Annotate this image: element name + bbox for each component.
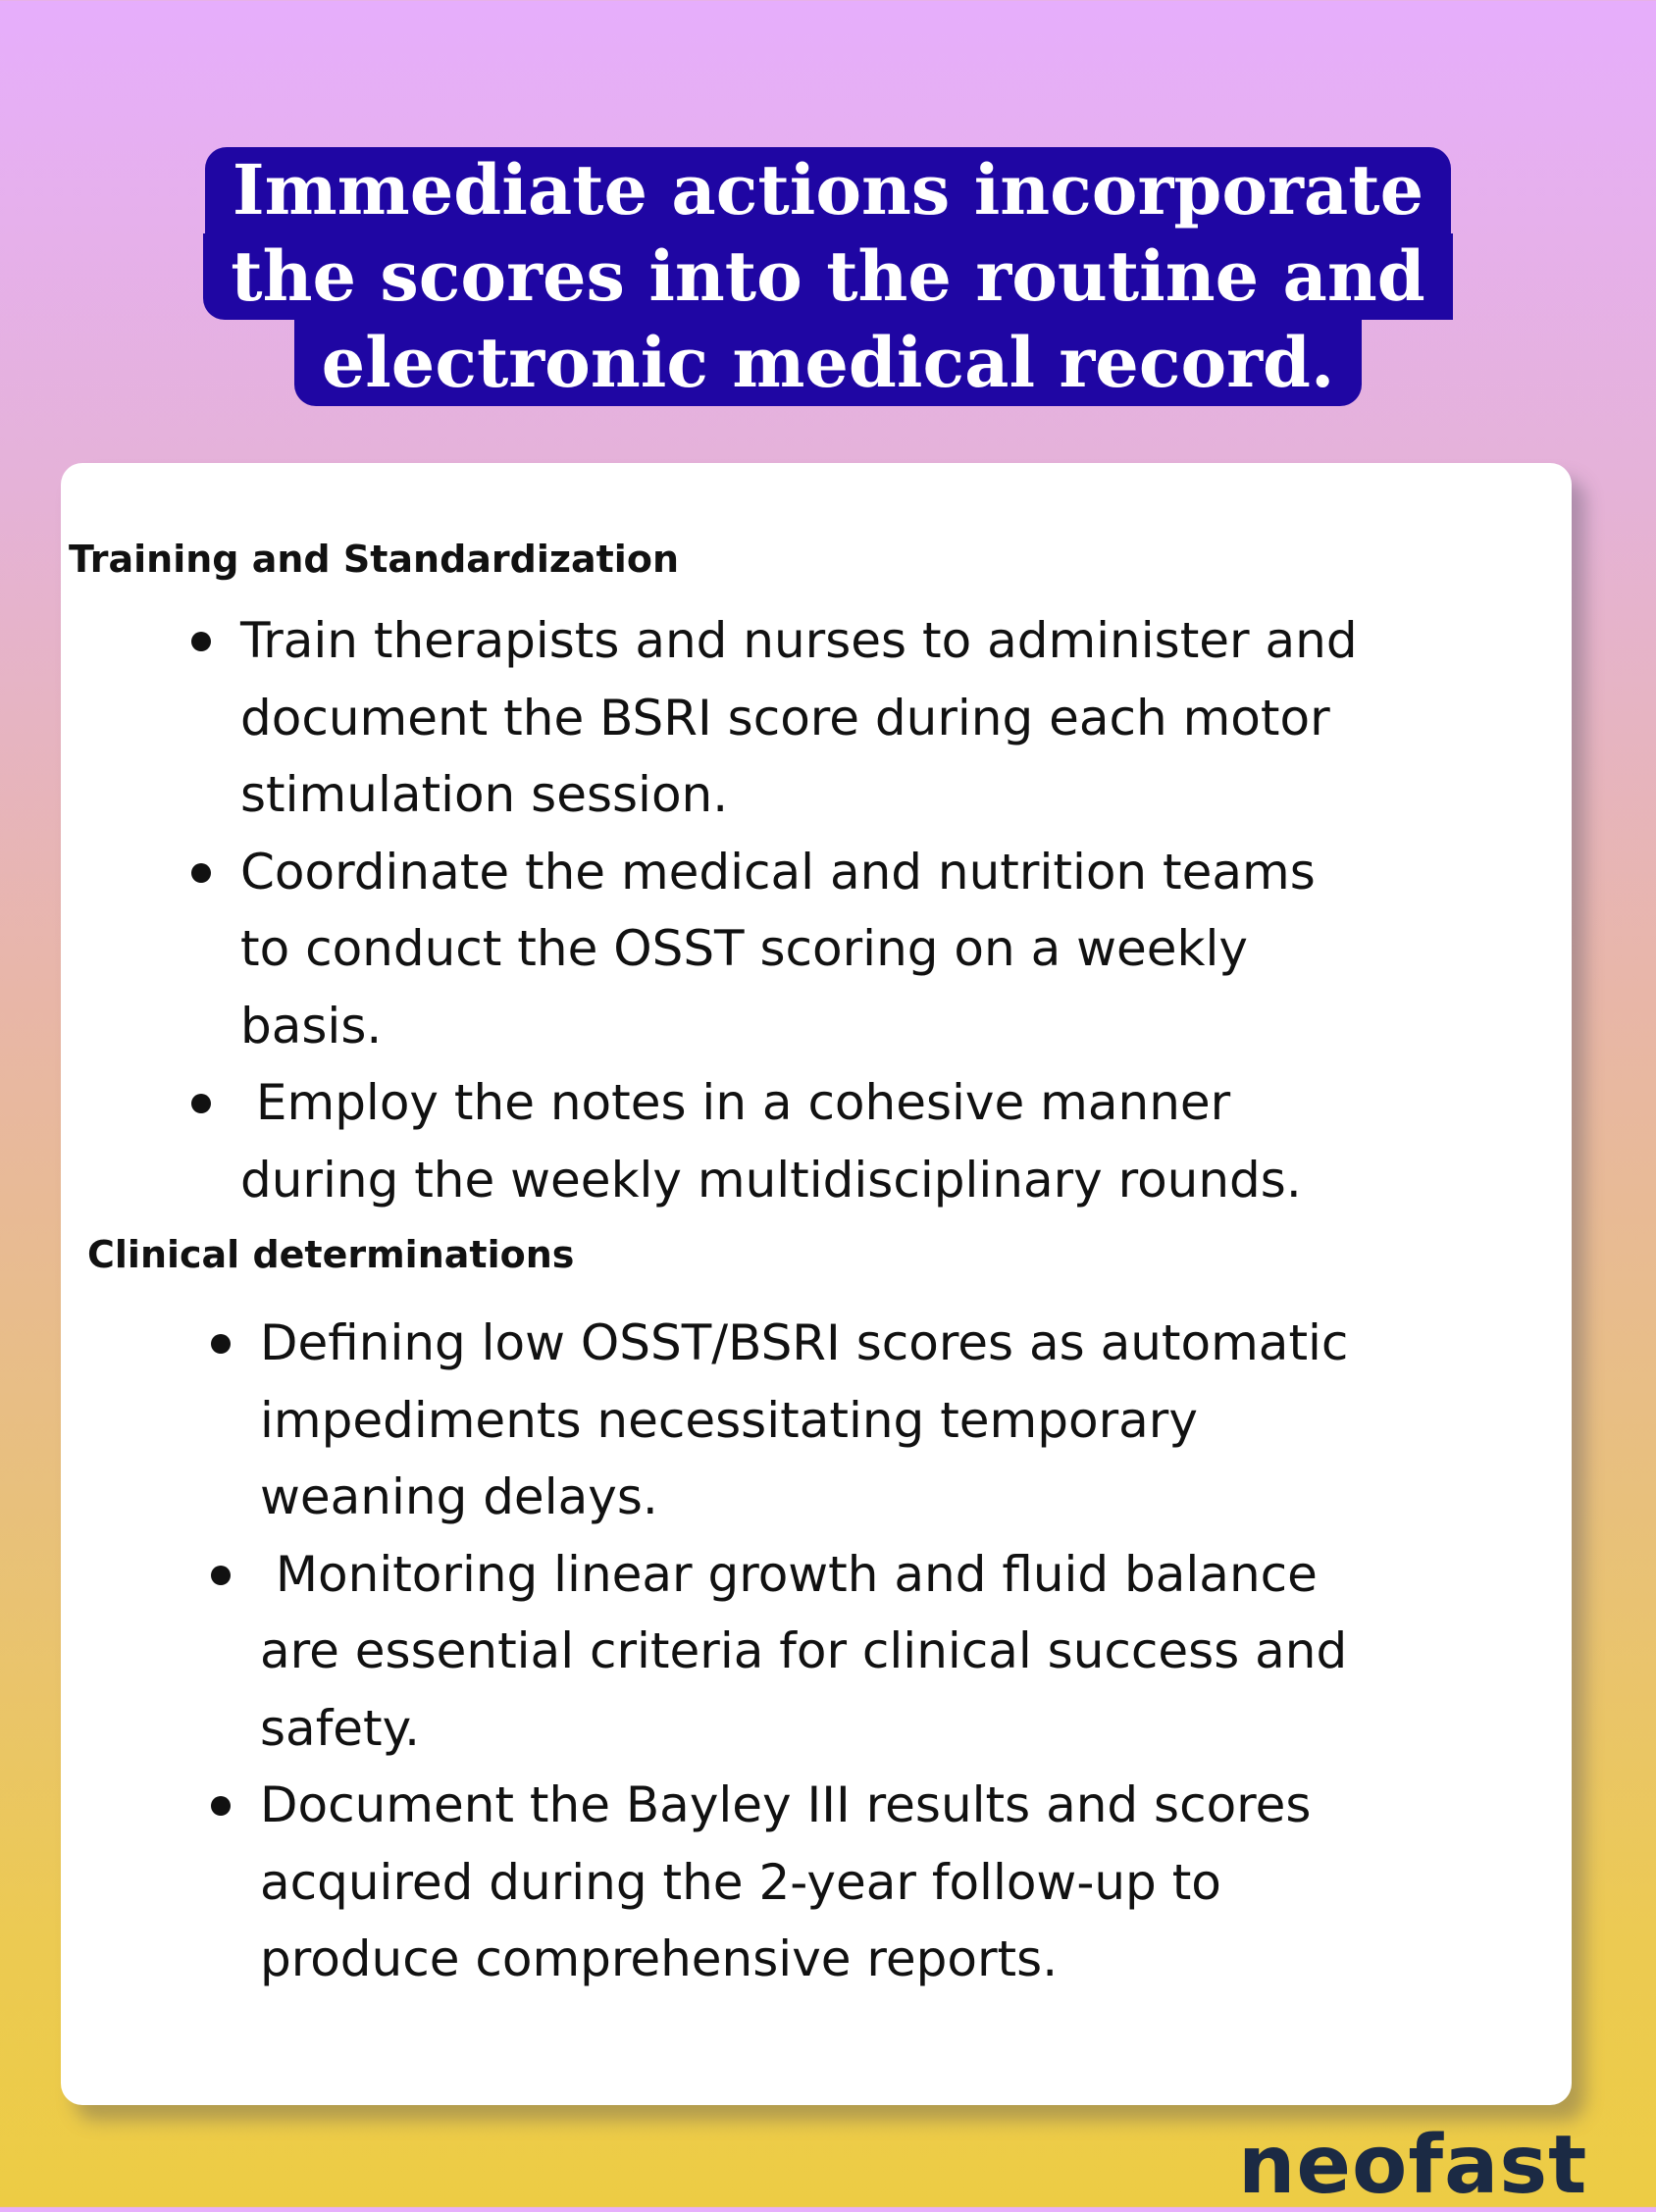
list-item xyxy=(240,1064,1358,1218)
bullet-line: weaning delays. xyxy=(260,1468,658,1525)
title-line-2: the scores into the routine and xyxy=(203,233,1452,320)
bullet-line: Monitoring linear growth and fluid balance xyxy=(260,1545,1318,1603)
list-item xyxy=(260,1536,1348,1768)
list-item xyxy=(240,834,1358,1065)
bullet-line: acquired during the 2-year follow-up to xyxy=(260,1853,1221,1911)
bullet-line: impediments necessitating temporary xyxy=(260,1391,1198,1449)
neofast-logo: neofast xyxy=(1238,2119,1588,2212)
bullet-icon xyxy=(211,1334,231,1354)
section-heading-clinical: Clinical determinations xyxy=(87,1233,575,1276)
bullet-line: Train therapists and nurses to administer and xyxy=(240,612,1358,669)
bullet-icon xyxy=(211,1796,231,1816)
bullet-icon xyxy=(191,863,211,883)
bullet-line: basis. xyxy=(240,997,383,1055)
list-item xyxy=(260,1767,1348,1998)
title-line-3: electronic medical record. xyxy=(294,320,1363,406)
bullet-line: Employ the notes in a cohesive manner xyxy=(240,1074,1231,1131)
bullet-line: are essential criteria for clinical success and xyxy=(260,1622,1348,1679)
list-item xyxy=(240,602,1358,834)
bullet-line: Defining low OSST/BSRI scores as automatic xyxy=(260,1314,1349,1371)
bullet-line: stimulation session. xyxy=(240,766,729,823)
bullet-line: to conduct the OSST scoring on a weekly xyxy=(240,920,1248,977)
bullet-line: safety. xyxy=(260,1699,421,1757)
bullet-icon xyxy=(191,1094,211,1113)
bullet-line: Document the Bayley III results and scores xyxy=(260,1776,1312,1833)
bullet-line: during the weekly multidisciplinary rounds. xyxy=(240,1151,1302,1209)
clinical-bullet-list xyxy=(260,1305,1348,1998)
bullet-line: Coordinate the medical and nutrition teams xyxy=(240,843,1316,900)
content-card xyxy=(61,463,1572,2105)
bullet-line: produce comprehensive reports. xyxy=(260,1930,1059,1987)
section-heading-training: Training and Standardization xyxy=(69,538,679,581)
page-title xyxy=(0,147,1656,406)
bullet-icon xyxy=(211,1566,231,1585)
bullet-icon xyxy=(191,632,211,651)
training-bullet-list xyxy=(240,602,1358,1218)
list-item xyxy=(260,1305,1348,1536)
bullet-line: document the BSRI score during each motor xyxy=(240,689,1330,746)
title-line-1: Immediate actions incorporate xyxy=(205,147,1451,233)
